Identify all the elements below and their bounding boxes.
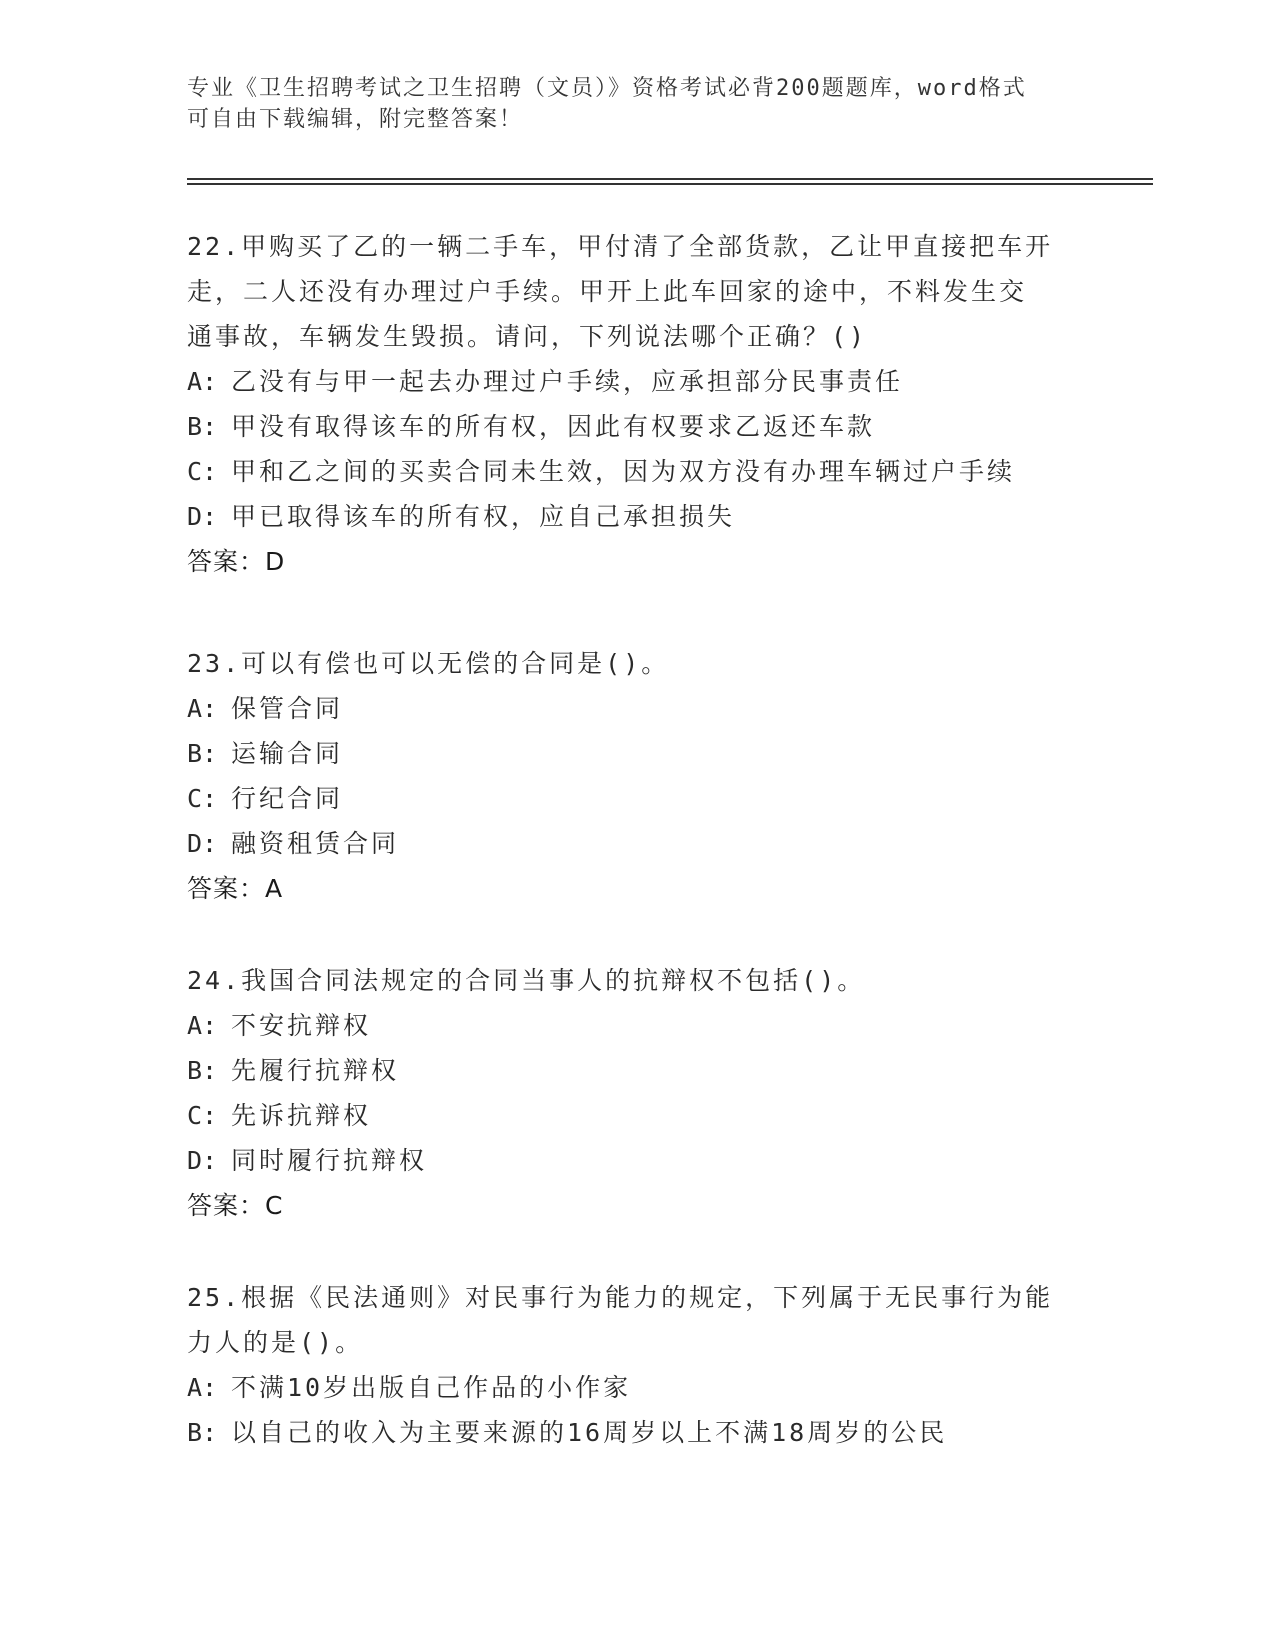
option-c (187, 449, 1067, 494)
option-text: 同时履行抗辩权 (231, 1146, 428, 1175)
answer-text: 答案：A (187, 874, 284, 903)
option-letter: D: (187, 1146, 218, 1175)
document-header (187, 73, 1087, 135)
option-text: 行纪合同 (231, 784, 344, 813)
option-text: 融资租赁合同 (231, 829, 400, 858)
option-b (187, 1048, 1067, 1093)
question-25 (187, 1275, 1067, 1455)
option-letter: A: (187, 694, 218, 723)
question-24 (187, 958, 1067, 1228)
question-text: 走，二人还没有办理过户手续。甲开上此车回家的途中，不料发生交 (187, 277, 1028, 306)
option-c (187, 1093, 1067, 1138)
question-text: 24.我国合同法规定的合同当事人的抗辩权不包括()。 (187, 966, 866, 995)
option-b (187, 404, 1067, 449)
option-letter: D: (187, 829, 218, 858)
option-d (187, 821, 1067, 866)
option-text: 乙没有与甲一起去办理过户手续，应承担部分民事责任 (231, 367, 904, 396)
option-letter: A: (187, 367, 218, 396)
option-text: 保管合同 (231, 694, 344, 723)
option-c (187, 776, 1067, 821)
question-text: 23.可以有偿也可以无偿的合同是()。 (187, 649, 670, 678)
header-divider-bottom (187, 183, 1153, 185)
header-line-1: 专业《卫生招聘考试之卫生招聘（文员）》资格考试必背200题题库，word格式 (187, 76, 1027, 101)
option-d (187, 1138, 1067, 1183)
option-letter: B: (187, 1056, 218, 1085)
option-letter: D: (187, 502, 218, 531)
option-letter: A: (187, 1373, 218, 1402)
option-text: 先诉抗辩权 (231, 1101, 372, 1130)
question-text: 力人的是()。 (187, 1328, 364, 1357)
option-text: 甲已取得该车的所有权，应自己承担损失 (231, 502, 736, 531)
option-letter: B: (187, 739, 218, 768)
option-text: 以自己的收入为主要来源的16周岁以上不满18周岁的公民 (231, 1418, 948, 1447)
option-a (187, 1365, 1067, 1410)
option-d (187, 494, 1067, 539)
option-letter: B: (187, 1418, 218, 1447)
header-divider-top (187, 178, 1153, 180)
header-line-2: 可自由下载编辑，附完整答案！ (187, 107, 524, 132)
question-22 (187, 224, 1067, 584)
option-letter: C: (187, 1101, 218, 1130)
option-text: 不安抗辩权 (231, 1011, 372, 1040)
option-text: 甲没有取得该车的所有权，因此有权要求乙返还车款 (231, 412, 876, 441)
option-text: 不满10岁出版自己作品的小作家 (231, 1373, 632, 1402)
question-23 (187, 641, 1067, 911)
option-letter: A: (187, 1011, 218, 1040)
option-a (187, 686, 1067, 731)
option-text: 运输合同 (231, 739, 344, 768)
answer-text: 答案：D (187, 547, 286, 576)
question-text: 25.根据《民法通则》对民事行为能力的规定，下列属于无民事行为能 (187, 1283, 1054, 1312)
option-letter: C: (187, 784, 218, 813)
option-letter: B: (187, 412, 218, 441)
question-text: 22.甲购买了乙的一辆二手车，甲付清了全部货款，乙让甲直接把车开 (187, 232, 1054, 261)
option-text: 甲和乙之间的买卖合同未生效，因为双方没有办理车辆过户手续 (231, 457, 1016, 486)
option-text: 先履行抗辩权 (231, 1056, 400, 1085)
option-b (187, 731, 1067, 776)
option-a (187, 359, 1067, 404)
answer-text: 答案：C (187, 1191, 284, 1220)
option-letter: C: (187, 457, 218, 486)
option-a (187, 1003, 1067, 1048)
question-text: 通事故，车辆发生毁损。请问，下列说法哪个正确？() (187, 322, 868, 351)
option-b (187, 1410, 1067, 1455)
